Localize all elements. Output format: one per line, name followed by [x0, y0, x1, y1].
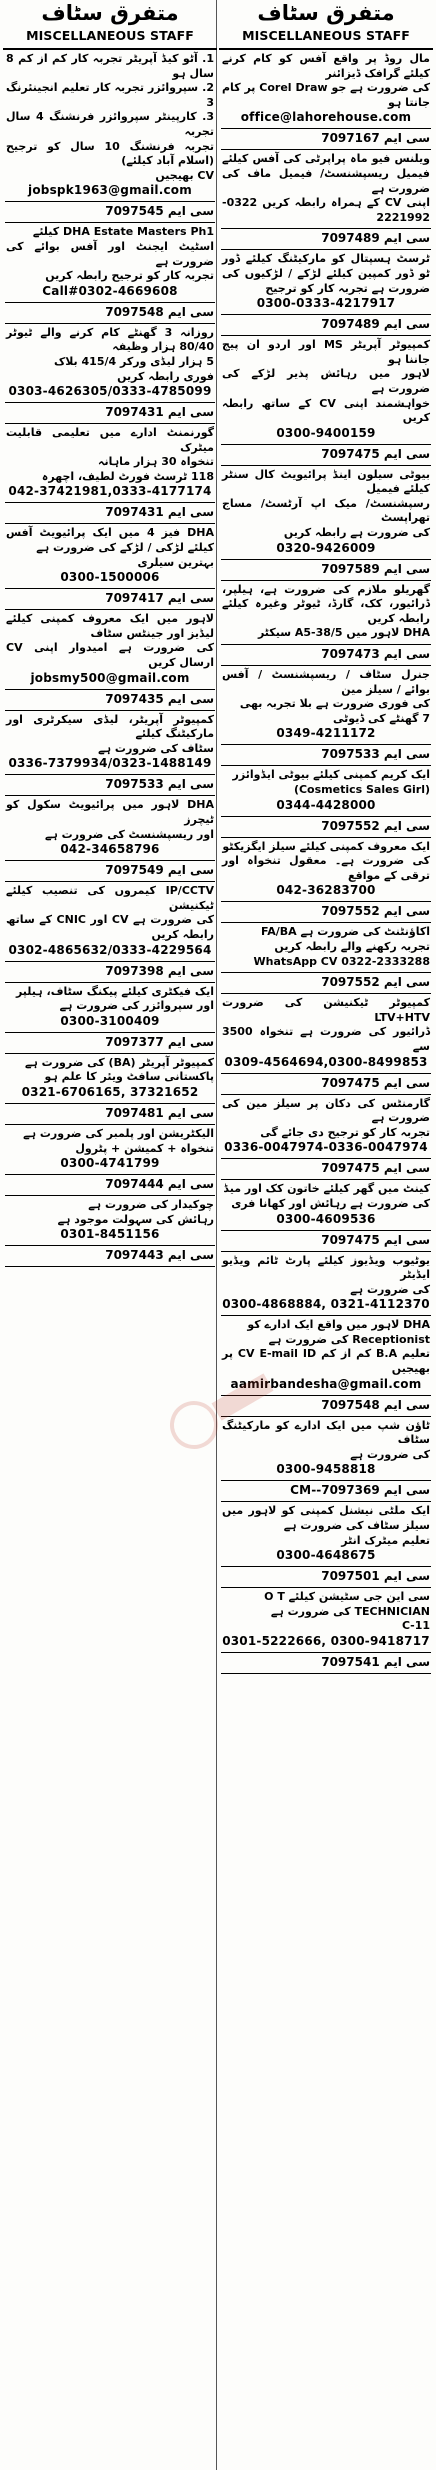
classified-ad: [221, 902, 431, 923]
classified-ad: [5, 524, 215, 589]
ad-text: کمپیوٹر ٹیکنیشن کی ضرورت LTV+HTV ڈرائیور کی ضرورت ہے تنخواہ 3500 سے: [222, 996, 430, 1053]
ad-contact: office@lahorehouse.com: [240, 110, 412, 125]
ad-contact: سی ایم 7097369--CM: [290, 1483, 430, 1498]
classified-ad: [5, 983, 215, 1033]
ad-contact: سی ایم 7097167: [321, 131, 430, 146]
ad-contact: سی ایم 7097489: [321, 231, 430, 246]
classified-ad: [5, 223, 215, 302]
classified-ad: [221, 1074, 431, 1095]
ad-contact: سی ایم 7097541: [321, 1655, 430, 1669]
ad-text: DHA Estate Masters Ph1 کیلئے اسٹیٹ ایجنٹ اور آفس بوائے کی ضرورت ہے تجربہ کار کو ترجیح رابطہ کریں: [6, 225, 214, 283]
ad-text: کینٹ میں گھر کیلئے خاتون کک اور میڈ کی ضرورت ہے رہائش اور کھانا فری: [223, 1182, 430, 1210]
classified-ad: [221, 1502, 431, 1567]
classified-ad: [5, 50, 215, 202]
classified-ad: [221, 50, 431, 129]
ad-text: ایک ملٹی نیشنل کمپنی کو لاہور میں سیلز سٹاف کی ضرورت ہے تعلیم میٹرک انٹر: [222, 1504, 430, 1547]
ad-contact: سی ایم 7097475: [321, 1075, 430, 1090]
ad-contact: سی ایم 7097533: [105, 777, 214, 792]
ad-text: روزانہ 3 گھنٹے کام کرنے والے ٹیوٹر 80/40 ہزار وظیفہ 5 ہزار لیڈی ورکر 415/4 بلاک فوری رابطہ کریں: [6, 325, 215, 383]
ad-text: DHA لاہور میں واقع ایک ادارے کو Receptionist کی ضرورت ہے تعلیم B.A کم از کم CV E-mail ID پر بھیجیں: [222, 1318, 430, 1376]
classified-ad: [221, 250, 431, 315]
ad-contact: سی ایم 7097481: [105, 1105, 214, 1120]
column-title-urdu: متفرق سٹاف: [41, 1, 179, 25]
ad-contact: سی ایم 7097489: [321, 317, 430, 332]
classified-ad: [5, 1246, 215, 1267]
classified-ad: [221, 129, 431, 150]
ad-contact: 0300-4868884, 0321-4112370: [222, 1297, 430, 1312]
ad-contact: 0336-0047974-0336-0047974: [224, 1140, 428, 1155]
ad-text: سی این جی سٹیشن کیلئے O T TECHNICIAN کی ضرورت ہے 11-C: [264, 1590, 430, 1633]
ad-text: گھریلو ملازم کی ضرورت ہے، ہیلپر، ڈرائیور، کک، گارڈ، ٹیوٹر وغیرہ کیلئے رابطہ کریں DHA لاہور میں 5/A5-38 سیکٹر: [222, 582, 430, 640]
ad-contact: سی ایم 7097548: [105, 304, 214, 319]
ad-contact: سی ایم 7097475: [321, 1232, 430, 1247]
classified-ad: [221, 150, 431, 229]
ad-contact: 0302-4865632/0333-4229564: [8, 942, 212, 957]
ad-text: ویلنس فیو ماہ پراپرٹی کی آفس کیلئے فیمیل ریسپشنسٹ/ فیمیل ماف کی ضرورت ہے اپنی CV کے ہمراہ رابطہ کریں 0322-2221992: [222, 152, 430, 224]
ad-text: کمپیوٹر آپریٹر، لیڈی سیکرٹری اور مارکیٹنگ کیلئے سٹاف کی ضرورت ہے: [6, 712, 214, 755]
ad-contact: 0300-3100409: [60, 1013, 160, 1028]
classified-ad: [221, 1567, 431, 1588]
ad-contact: سی ایم 7097475: [321, 446, 430, 461]
ad-text: کمپیوٹر آپریٹر MS اور اردو ان پیج جاننا ہو لاہور میں رہائش پذیر لڑکے کی ضرورت ہے خواہشمند اپنی CV کے ساتھ رابطہ کریں: [222, 338, 431, 425]
ad-contact: 0344-4428000: [276, 797, 376, 812]
ad-contact: سی ایم 7097475: [321, 1161, 430, 1176]
ad-text: گارمنٹس کی دکان پر سیلز مین کی ضرورت ہے تجربہ کار کو ترجیح دی جائے گی: [222, 1096, 430, 1139]
ad-text: لاہور میں ایک معروف کمپنی کیلئے لیڈیز اور جینٹس سٹاف کی ضرورت ہے امیدوار اپنی CV ارسال کریں: [6, 612, 214, 670]
classified-ad: [5, 202, 215, 223]
ad-contact: 0301-5222666, 0300-9418717: [222, 1634, 430, 1648]
classified-ad: [5, 424, 215, 503]
classified-ad: [221, 1252, 431, 1317]
ad-text: IP/CCTV کیمروں کی تنصیب کیلئے ٹیکنیشن کی ضرورت ہے CV اور CNIC کے ساتھ رابطہ کریں: [6, 884, 215, 941]
ad-text: DHA فیز 4 میں ایک پرائیویٹ آفس کیلئے لڑکی / لڑکے کی ضرورت ہے بہترین سیلری: [6, 526, 214, 569]
column-header: [219, 0, 433, 50]
ad-contact: 0349-4211172: [276, 726, 376, 741]
ad-text: DHA لاہور میں پرائیویٹ سکول کو ٹیچرز اور ریسپشنسٹ کی ضرورت ہے: [6, 798, 214, 841]
ad-contact: jobsmy500@gmail.com: [30, 670, 190, 685]
classified-ad: [221, 1588, 431, 1653]
ad-text: کمپیوٹر آپریٹر (BA) کی ضرورت ہے پاکستانی سافٹ ویئر کا علم ہو: [24, 1055, 214, 1084]
ad-text: ٹرسٹ ہسپتال کو مارکیٹنگ کیلئے ڈور ٹو ڈور کمپین کیلئے لڑکے / لڑکیوں کی ضرورت ہے تجربہ کار کو ترجیح: [222, 252, 430, 295]
ad-contact: سی ایم 7097435: [105, 691, 214, 706]
ad-text: جنرل سٹاف / ریسپشنسٹ / آفس بوائے / سیلز مین کی فوری ضرورت ہے بلا تجربہ بھی 7 گھنٹے کی ڈیوٹی: [222, 668, 430, 725]
classified-ad: [221, 923, 431, 973]
classified-ad: [5, 1054, 215, 1104]
classified-ad: [221, 1481, 431, 1502]
ad-contact: سی ایم 7097552: [321, 904, 430, 919]
ad-contact: سی ایم 7097549: [105, 863, 214, 878]
classified-ad: [221, 766, 431, 816]
ad-text: مال روڈ پر واقع آفس کو کام کرنے کیلئے گرافک ڈیزائنر کی ضرورت ہے جو Corel Draw پر کام جانتا ہو: [222, 52, 430, 109]
miscellaneous-staff-column-left: [3, 0, 217, 2470]
classified-ad: [5, 403, 215, 424]
classified-ad: [221, 973, 431, 994]
ad-contact: Call#0302-4669608: [42, 283, 178, 298]
ad-contact: 0303-4626305/0333-4785099: [8, 384, 212, 399]
ad-contact: سی ایم 7097552: [321, 975, 430, 990]
ad-contact: 0300-4648675: [276, 1548, 376, 1563]
classified-ad: [221, 994, 431, 1073]
ad-contact: 0300-9458818: [276, 1462, 376, 1477]
classified-ad: [221, 466, 431, 560]
ad-text: ایک کریم کمپنی کیلئے بیوٹی ایڈوائزر (Cosmetics Sales Girl): [232, 768, 430, 796]
ad-text: الیکٹریشن اور پلمبر کی ضرورت ہے تنخواہ + کمیشن + پٹرول: [23, 1126, 214, 1155]
column-title-english: MISCELLANEOUS STAFF: [242, 28, 410, 43]
classified-ad: [221, 1095, 431, 1160]
ad-text: گورنمنٹ ادارے میں تعلیمی قابلیت میٹرک تنخواہ 30 ہزار ماہانہ 118 ٹرسٹ فورٹ لطیف، اچھرہ: [6, 426, 214, 483]
ad-contact: سی ایم 7097533: [321, 747, 430, 762]
ad-contact: سی ایم 7097501: [321, 1569, 430, 1584]
ad-contact: سی ایم 7097398: [105, 963, 214, 978]
classified-ad: [5, 1175, 215, 1196]
classified-ad: [221, 229, 431, 250]
ad-contact: 0301-8451156: [60, 1227, 160, 1242]
ad-contact: 0300-4741799: [60, 1156, 160, 1171]
classified-ad: [221, 1159, 431, 1180]
classified-ad: [5, 711, 215, 776]
ad-contact: 042-36283700: [276, 883, 376, 898]
classified-ad: [5, 775, 215, 796]
classified-ad: [221, 1231, 431, 1252]
classified-ad: [221, 315, 431, 336]
ad-contact: aamirbandesha@gmail.com: [230, 1376, 422, 1391]
ad-contact: سی ایم 7097377: [105, 1034, 214, 1049]
classified-ad: [5, 962, 215, 983]
classified-ad: [5, 324, 215, 403]
ad-contact: jobspk1963@gmail.com: [28, 183, 192, 198]
classified-ad: [5, 1104, 215, 1125]
classified-ad: [5, 589, 215, 610]
ad-contact: سی ایم 7097443: [105, 1248, 214, 1263]
ad-contact: 0300-1500006: [60, 570, 160, 585]
ad-text: ایک معروف کمپنی کیلئے سیلز ایگزیکٹو کی ضرورت ہے۔ معقول تنخواہ اور ترقی کے مواقع: [222, 839, 430, 882]
ads-list: [3, 50, 217, 1267]
ad-contact: 042-37421981,0333-4177174: [8, 484, 212, 499]
ad-contact: 0321-6706165, 37321652: [21, 1084, 199, 1099]
classified-ad: [5, 1196, 215, 1246]
classified-ad: [221, 1180, 431, 1230]
ad-contact: سی ایم 7097589: [321, 561, 430, 576]
ads-list: [219, 50, 433, 1674]
ad-text: ٹاؤن شپ میں ایک ادارے کو مارکیٹنگ سٹاف کی ضرورت ہے: [222, 1418, 430, 1461]
ad-contact: 0336-7379934/0323-1488149: [8, 756, 212, 771]
column-title-urdu: متفرق سٹاف: [257, 1, 395, 25]
classified-ad: [221, 1653, 431, 1674]
classified-ad: [5, 690, 215, 711]
classified-ad: [5, 1125, 215, 1175]
ad-text: یوٹیوب ویڈیوز کیلئے پارٹ ٹائم ویڈیو ایڈیٹر کی ضرورت ہے: [222, 1253, 430, 1296]
ad-contact: سی ایم 7097473: [321, 647, 430, 662]
classified-ad: [221, 1417, 431, 1482]
classified-ad: [5, 796, 215, 861]
classified-ad: [221, 445, 431, 466]
classified-ad: [5, 1033, 215, 1054]
classified-ad: [221, 336, 431, 445]
ad-contact: 042-34658796: [60, 842, 160, 857]
ad-contact: 0309-4564694,0300-8499853: [224, 1054, 428, 1069]
ad-contact: سی ایم 7097431: [105, 505, 214, 520]
classified-ad: [5, 861, 215, 882]
classified-ad: [221, 645, 431, 666]
ad-contact: سی ایم 7097431: [105, 405, 214, 420]
ad-contact: 0300-9400159: [276, 425, 376, 440]
classified-ad: [221, 581, 431, 645]
classified-ad: [5, 503, 215, 524]
ad-contact: سی ایم 7097444: [105, 1177, 214, 1192]
ad-contact: 0300-0333-4217917: [256, 296, 396, 311]
classified-ad: [221, 666, 431, 745]
ad-text: بیوٹی سیلون اینڈ پرائیویٹ کال سنٹر کیلئے فیمیل رسپشنسٹ/ میک اپ آرٹسٹ/ مساج تھراپسٹ کی ضرورت ہے رابطہ کریں: [222, 467, 430, 540]
column-title-english: MISCELLANEOUS STAFF: [26, 28, 194, 43]
ad-contact: سی ایم 7097552: [321, 818, 430, 833]
classified-ad: [5, 610, 215, 689]
classified-ad: [221, 560, 431, 581]
miscellaneous-staff-column-right: [219, 0, 433, 2470]
ad-text: چوکیدار کی ضرورت ہے رہائش کی سہولت موجود ہے: [57, 1198, 214, 1226]
ad-contact: 0320-9426009: [276, 540, 376, 555]
classified-ad: [5, 303, 215, 324]
ad-text: اکاؤنٹنٹ کی ضرورت ہے FA/BA تجربہ رکھنے والے رابطہ کریں 0322-2333288 WhatsApp CV: [253, 925, 430, 968]
ad-contact: 0300-4609536: [276, 1211, 376, 1226]
column-header: [3, 0, 217, 50]
classified-ad: [221, 745, 431, 766]
ad-contact: سی ایم 7097417: [105, 591, 214, 606]
classified-ad: [221, 817, 431, 838]
ad-text: ایک فیکٹری کیلئے پیکنگ سٹاف، ہیلپر اور سپروائزر کی ضرورت ہے: [15, 984, 214, 1013]
classified-ad: [5, 882, 215, 961]
ad-contact: سی ایم 7097545: [105, 204, 214, 219]
ad-contact: سی ایم 7097548: [321, 1397, 430, 1412]
ad-text: 1. آٹو کیڈ آپریٹر تجربہ کار کم از کم 8 سال ہو 2. سپروائزر تجربہ کار تعلیم انجینئرنگ 3 3. کارپینٹر سپروائزر فرنشنگ 4 سال تجربہ تجربہ فرنشنگ 10 سال کو ترجیح (اسلام آباد کیلئے) CV بھیجیں: [6, 52, 215, 182]
classified-ad: [221, 838, 431, 903]
